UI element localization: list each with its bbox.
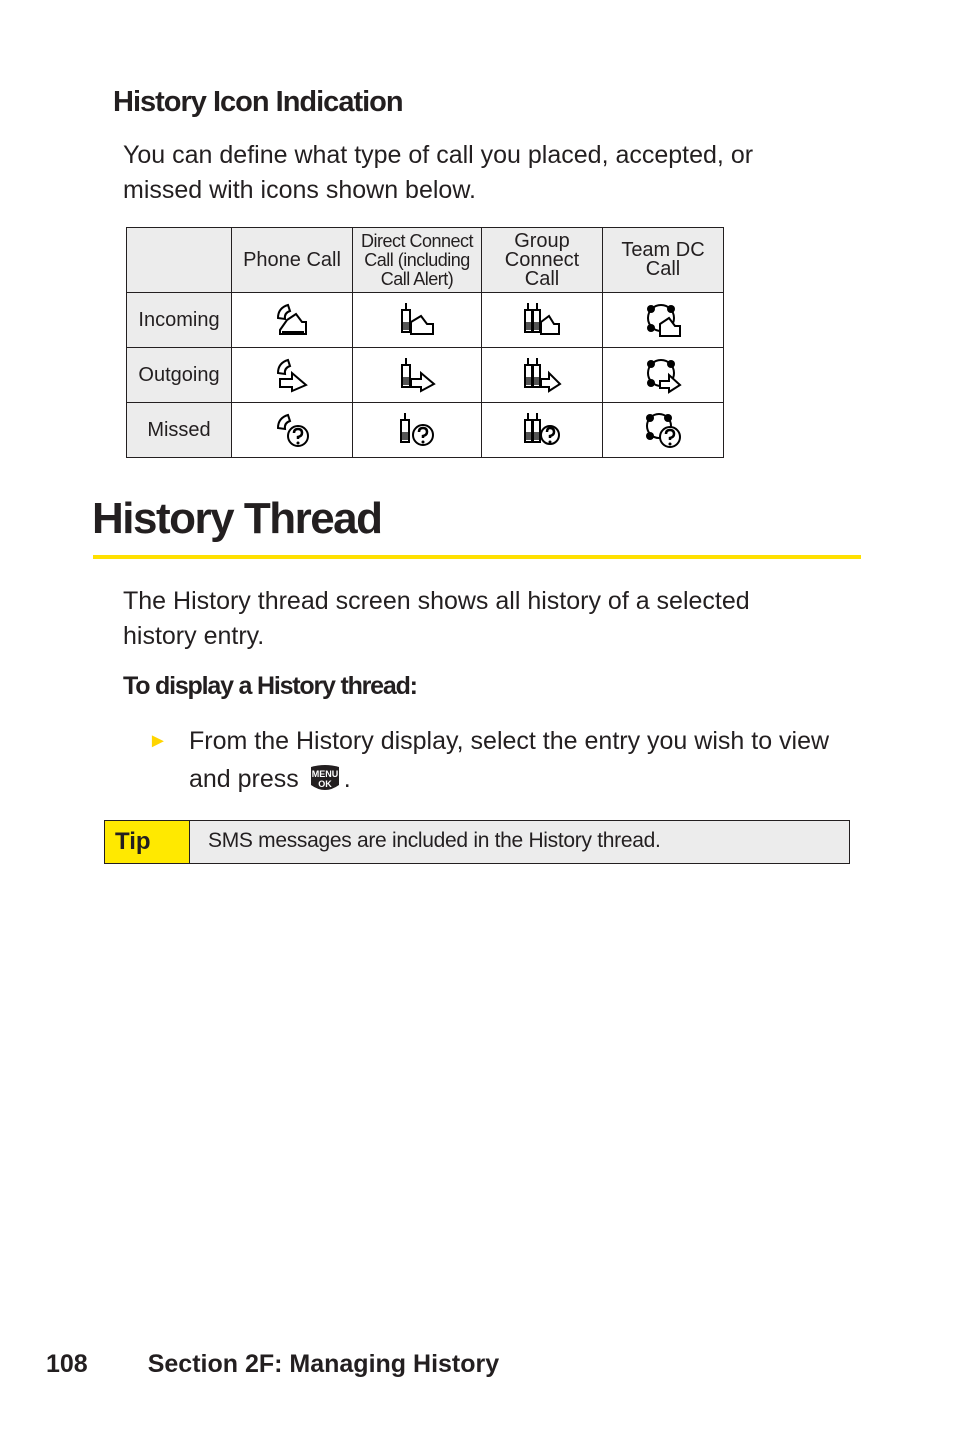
page-footer [46,1350,499,1379]
team-dc-missed-icon [643,410,683,450]
page-title: History Thread [92,494,382,543]
header-direct-connect: Direct Connect Call (including Call Alert) [353,228,482,293]
svg-text:MENU: MENU [311,769,338,779]
direct-connect-outgoing-icon [397,355,437,395]
team-dc-incoming-icon [643,300,683,340]
table-row [127,348,724,403]
direct-connect-incoming-icon [397,300,437,340]
step-text-before: From the History display, select the entry you wish to view and press [189,727,830,793]
intro-paragraph: You can define what type of call you placed, accepted, or missed with icons shown below. [123,141,754,204]
phone-incoming-icon [272,300,312,340]
phone-outgoing-icon [272,355,312,395]
header-team-dc: Team DC Call [603,228,724,293]
table-header-row [127,228,724,293]
table-row [127,293,724,348]
page-number: 108 [46,1350,88,1378]
row-label-outgoing: Outgoing [127,348,232,403]
header-group-connect: Group Connect Call [482,228,603,293]
tip-text: SMS messages are included in the History thread. [208,829,661,852]
step-arrow-icon: ► [148,730,168,752]
subheading: History Icon Indication [113,86,403,118]
direct-connect-missed-icon [397,410,437,450]
procedure-step [148,722,848,798]
history-icon-table [126,227,724,458]
row-label-incoming: Incoming [127,293,232,348]
table-row [127,403,724,458]
group-connect-missed-icon [522,410,562,450]
phone-missed-icon [272,410,312,450]
row-label-missed: Missed [127,403,232,458]
group-connect-outgoing-icon [522,355,562,395]
footer-section-title: Section 2F: Managing History [147,1350,500,1378]
description-paragraph: The History thread screen shows all history of a selected history entry. [123,587,750,650]
header-phone-call: Phone Call [232,228,353,293]
tip-box [104,820,850,864]
step-text-after: . [343,765,351,793]
group-connect-incoming-icon [522,300,562,340]
menu-ok-key-icon [308,763,342,793]
svg-text:OK: OK [318,779,332,789]
team-dc-outgoing-icon [643,355,683,395]
procedure-title: To display a History thread: [123,672,417,700]
table-corner-cell [127,228,232,293]
step-text [189,722,848,798]
heading-underline [93,555,861,559]
tip-label: Tip [105,821,190,863]
